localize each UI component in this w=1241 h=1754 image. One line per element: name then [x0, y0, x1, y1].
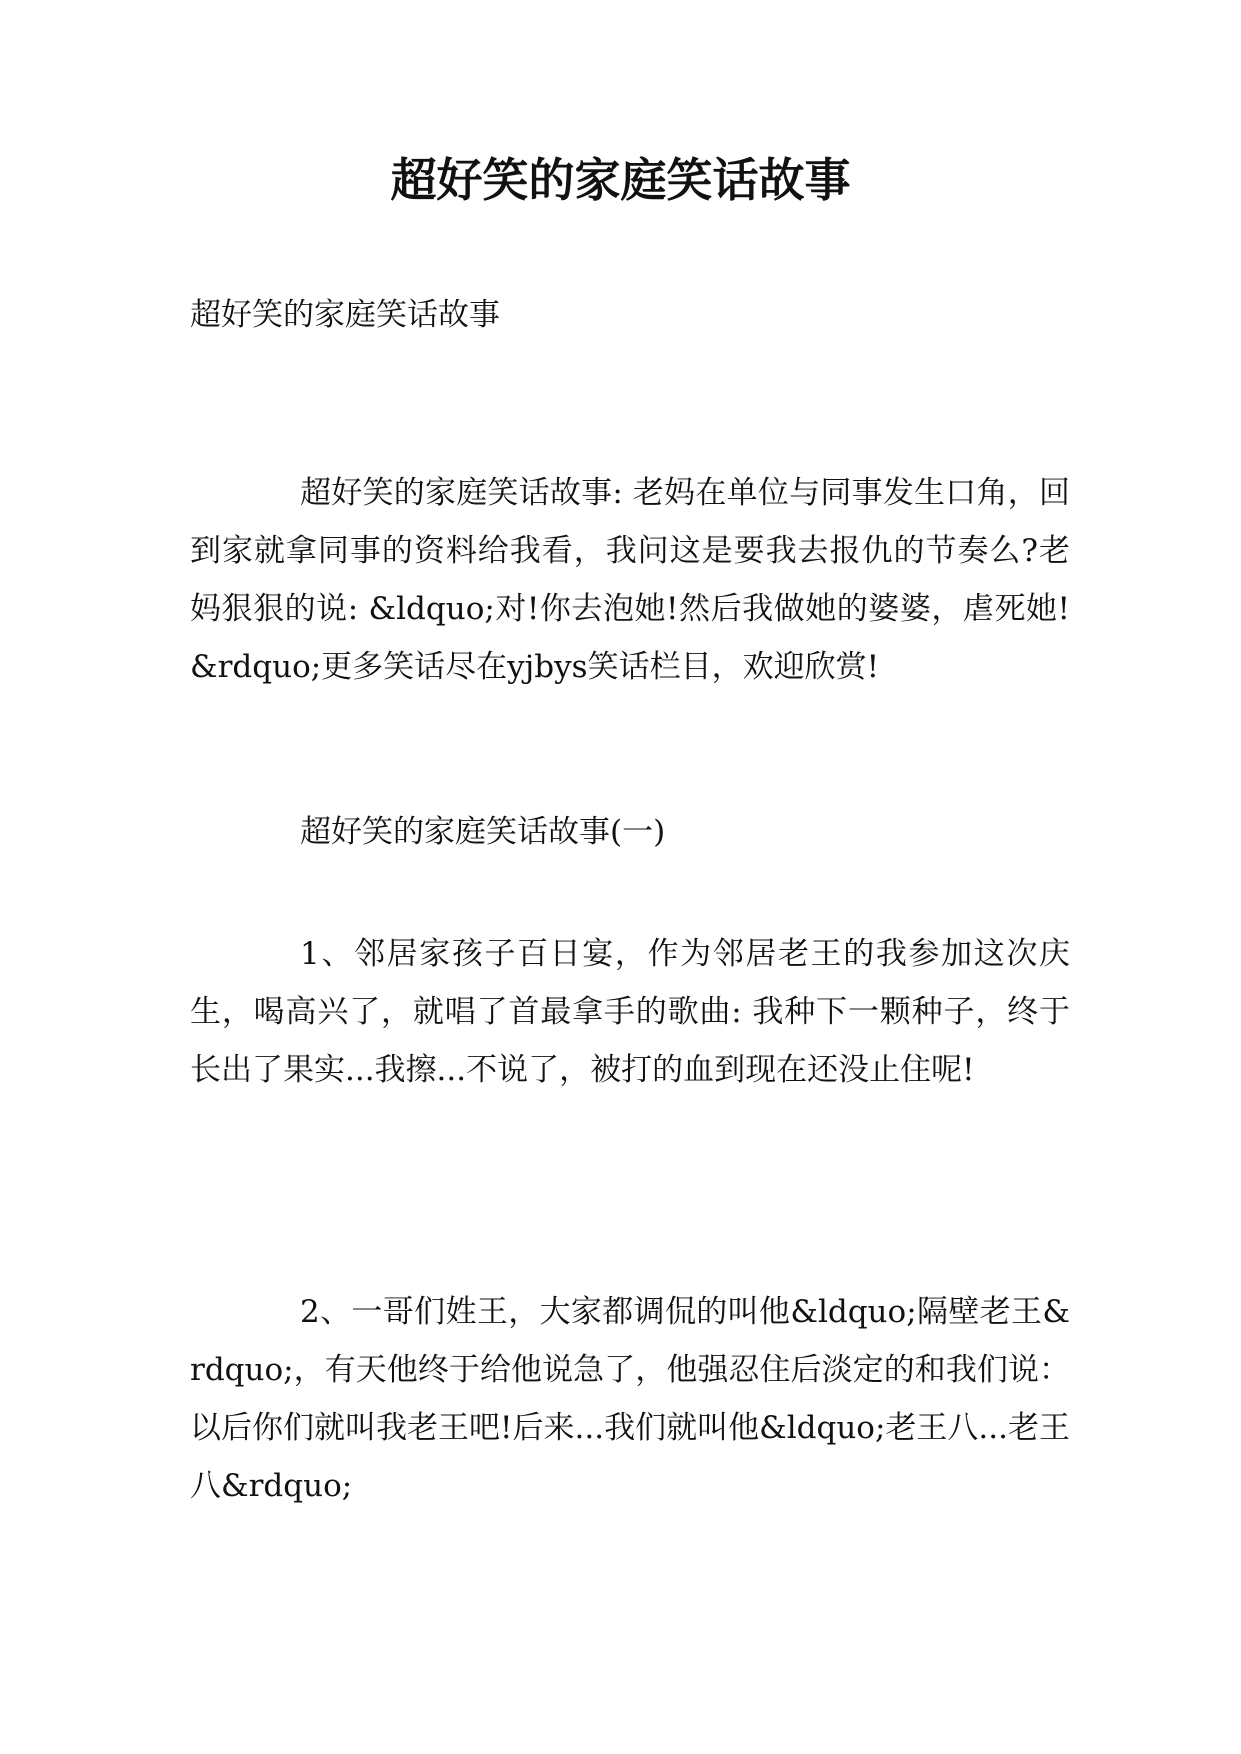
- document-subtitle: 超好笑的家庭笑话故事: [190, 297, 500, 333]
- intro-paragraph: 超好笑的家庭笑话故事: 老妈在单位与同事发生口角，回到家就拿同事的资料给我看，我问这是要我去报仇的节奏么?老妈狠狠的说: &ldquo;对!你去泡她!然后我做她的婆婆，虐死她!&rdquo;更多笑话尽在yjbys笑话栏目，欢迎欣赏!: [190, 475, 1070, 685]
- section-heading: 超好笑的家庭笑话故事(一): [300, 814, 666, 850]
- document-title: 超好笑的家庭笑话故事: [390, 153, 851, 207]
- joke-paragraph-2: 2、一哥们姓王，大家都调侃的叫他&ldquo;隔壁老王&rdquo;，有天他终于给他说急了，他强忍住后淡定的和我们说：以后你们就叫我老王吧!后来...我们就叫他&ldquo;老王八...老王八&rdquo;: [190, 1294, 1070, 1504]
- joke-paragraph-1: 1、邻居家孩子百日宴，作为邻居老王的我参加这次庆生，喝高兴了，就唱了首最拿手的歌曲: 我种下一颗种子，终于长出了果实...我擦...不说了，被打的血到现在还没止住呢!: [190, 936, 1070, 1088]
